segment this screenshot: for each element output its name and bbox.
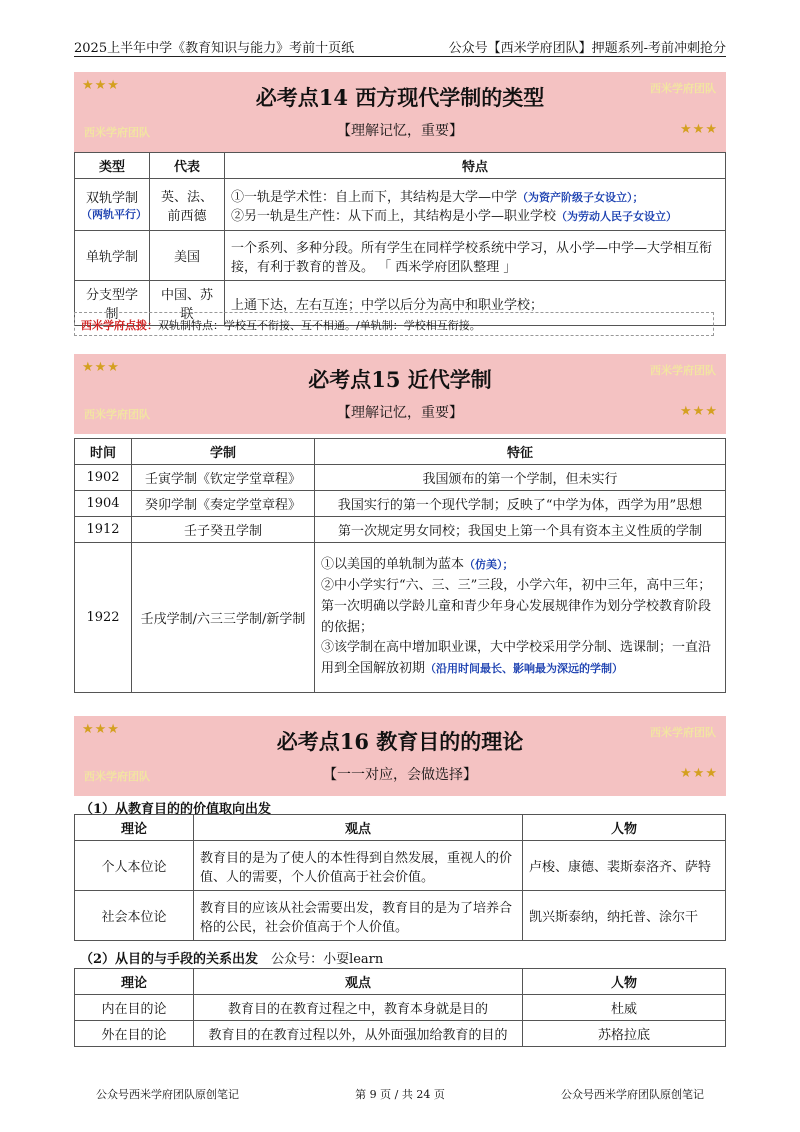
table-s15 <box>74 438 726 693</box>
cell-feature: ①以美国的单轨制为蓝本 <box>321 557 465 573</box>
footer-right: 公众号西米学府团队原创笔记 <box>561 1088 704 1101</box>
tip-key: 西米学府点拨： <box>81 319 158 332</box>
col-header: 观点 <box>194 969 523 995</box>
cell-feature: 一个系列、多种分段。所有学生在同样学校系统中学习，从小学—中学—大学相互衔接，有利于教育的普及。 <box>231 240 713 275</box>
cell-view: 教育目的应该从社会需要出发，教育目的是为了培养合格的公民，社会价值高于个人价值。 <box>194 891 523 941</box>
cell-name: 癸卯学制《奏定学堂章程》 <box>132 491 315 517</box>
table-row <box>75 891 726 941</box>
cell-feature: ②另一轨是生产性：从下而上，其结构是小学—职业学校 <box>231 208 557 224</box>
col-header: 学制 <box>132 439 315 465</box>
col-header: 特征 <box>315 439 726 465</box>
page-header <box>74 34 726 57</box>
cell-year: 1904 <box>75 491 132 517</box>
tip-box <box>74 312 714 336</box>
table-row <box>75 1021 726 1047</box>
table-row <box>75 465 726 491</box>
star-icon: ★★★ <box>82 78 120 93</box>
table-row <box>75 179 726 231</box>
watermark-text: 西米学府团队 <box>84 770 150 783</box>
col-header: 时间 <box>75 439 132 465</box>
col-header: 代表 <box>150 153 225 179</box>
cell-type: 单轨学制 <box>75 231 150 281</box>
star-icon: ★★★ <box>82 360 120 375</box>
section-subtitle: 【一一对应，会做选择】 <box>323 767 477 783</box>
subsection-label: （2）从目的与手段的关系出发 <box>80 952 259 967</box>
watermark-text: 西米学府团队 <box>84 408 150 421</box>
table-row <box>75 517 726 543</box>
cell-note: （两轨平行） <box>81 208 147 221</box>
star-icon: ★★★ <box>680 122 718 137</box>
section-title: 必考点16 教育目的的理论 <box>276 729 524 754</box>
footer-left: 公众号西米学府团队原创笔记 <box>96 1088 239 1101</box>
watermark-text: 西米学府团队 <box>650 364 716 377</box>
subsection-title <box>80 948 383 967</box>
cell-feature: 上通下达，左右互连；中学以后分为高中和职业学校； <box>225 281 726 326</box>
star-icon: ★★★ <box>680 404 718 419</box>
section-subtitle: 【理解记忆，重要】 <box>337 123 463 139</box>
col-header: 人物 <box>523 969 726 995</box>
cell-person: 杜威 <box>523 995 726 1021</box>
cell-name: 壬戌学制/六三三学制/新学制 <box>132 543 315 693</box>
cell-view: 教育目的在教育过程之中，教育本身就是目的 <box>194 995 523 1021</box>
header-left: 2025上半年中学《教育知识与能力》考前十页纸 <box>74 41 355 56</box>
cell-view: 教育目的在教育过程以外，从外面强加给教育的目的 <box>194 1021 523 1047</box>
banner-s14 <box>74 72 726 152</box>
watermark-text: 西米学府团队 <box>650 726 716 739</box>
cell-rep: 中国、苏联 <box>150 281 225 326</box>
cell-feature: ①一轨是学术性：自上而下，其结构是大学—中学 <box>231 189 518 205</box>
cell-theory: 外在目的论 <box>75 1021 194 1047</box>
table-s16-2 <box>74 968 726 1047</box>
cell-year: 1922 <box>75 543 132 693</box>
col-header: 理论 <box>75 969 194 995</box>
section-title: 必考点15 近代学制 <box>308 367 492 392</box>
subsection-note: 公众号：小耍learn <box>271 952 384 967</box>
col-header: 类型 <box>75 153 150 179</box>
cell-rep: 英、法、前西德 <box>150 179 225 231</box>
cell-view: 教育目的是为了使人的本性得到自然发展，重视人的价值、人的需要，个人价值高于社会价值。 <box>194 841 523 891</box>
table-s14 <box>74 152 726 326</box>
cell-note: 「 西米学府团队整理 」 <box>378 259 517 275</box>
cell-person: 卢梭、康德、裴斯泰洛齐、萨特 <box>523 841 726 891</box>
cell-rep: 美国 <box>150 231 225 281</box>
section-subtitle: 【理解记忆，重要】 <box>337 405 463 421</box>
banner-s16 <box>74 716 726 796</box>
star-icon: ★★★ <box>680 766 718 781</box>
table-row <box>75 543 726 693</box>
cell-year: 1902 <box>75 465 132 491</box>
section-title: 必考点14 西方现代学制的类型 <box>255 85 545 110</box>
cell-note: （仿美）； <box>464 558 514 572</box>
col-header: 特点 <box>225 153 726 179</box>
cell-name: 壬寅学制《钦定学堂章程》 <box>132 465 315 491</box>
watermark-text: 西米学府团队 <box>650 82 716 95</box>
cell-person: 凯兴斯泰纳，纳托普、涂尔干 <box>523 891 726 941</box>
watermark-text: 西米学府团队 <box>84 126 150 139</box>
star-icon: ★★★ <box>82 722 120 737</box>
col-header: 理论 <box>75 815 194 841</box>
subsection-title: （1）从教育目的的价值取向出发 <box>80 802 272 817</box>
cell-name: 壬子癸丑学制 <box>132 517 315 543</box>
cell-feature: 我国颁布的第一个学制，但未实行 <box>315 465 726 491</box>
cell-note: （为劳动人民子女设立） <box>556 209 678 223</box>
table-row <box>75 231 726 281</box>
cell-theory: 社会本位论 <box>75 891 194 941</box>
page-number: 第 9 页 / 共 24 页 <box>355 1088 445 1101</box>
cell-feature: ③该学制在高中增加职业课，大中学校采用学分制、选课制；一直沿用到全国解放初期 <box>321 640 712 677</box>
cell-type: 双轨学制 <box>85 191 138 206</box>
banner-s15 <box>74 354 726 434</box>
cell-theory: 个人本位论 <box>75 841 194 891</box>
col-header: 观点 <box>194 815 523 841</box>
col-header: 人物 <box>523 815 726 841</box>
cell-theory: 内在目的论 <box>75 995 194 1021</box>
cell-note: （为资产阶级子女设立）； <box>517 190 644 204</box>
table-row <box>75 995 726 1021</box>
table-row <box>75 491 726 517</box>
cell-year: 1912 <box>75 517 132 543</box>
cell-person: 苏格拉底 <box>523 1021 726 1047</box>
table-row <box>75 841 726 891</box>
cell-note: （沿用时间最长、影响最为深远的学制） <box>425 662 624 676</box>
cell-type: 分支型学制 <box>75 281 150 326</box>
tip-text: 双轨制特点：学校互不衔接、互不相通。/单轨制：学校相互衔接。 <box>158 319 481 332</box>
cell-feature: 我国实行的第一个现代学制；反映了“中学为体，西学为用”思想 <box>315 491 726 517</box>
header-right: 公众号【西米学府团队】押题系列-考前冲刺抢分 <box>448 41 726 56</box>
table-s16-1 <box>74 814 726 941</box>
cell-feature: ②中小学实行“六、三、三”三段，小学六年，初中三年，高中三年；第一次明确以学龄儿童和青少年身心发展规律作为划分学校教育阶段的依据； <box>321 577 712 635</box>
cell-feature: 第一次规定男女同校；我国史上第一个具有资本主义性质的学制 <box>315 517 726 543</box>
